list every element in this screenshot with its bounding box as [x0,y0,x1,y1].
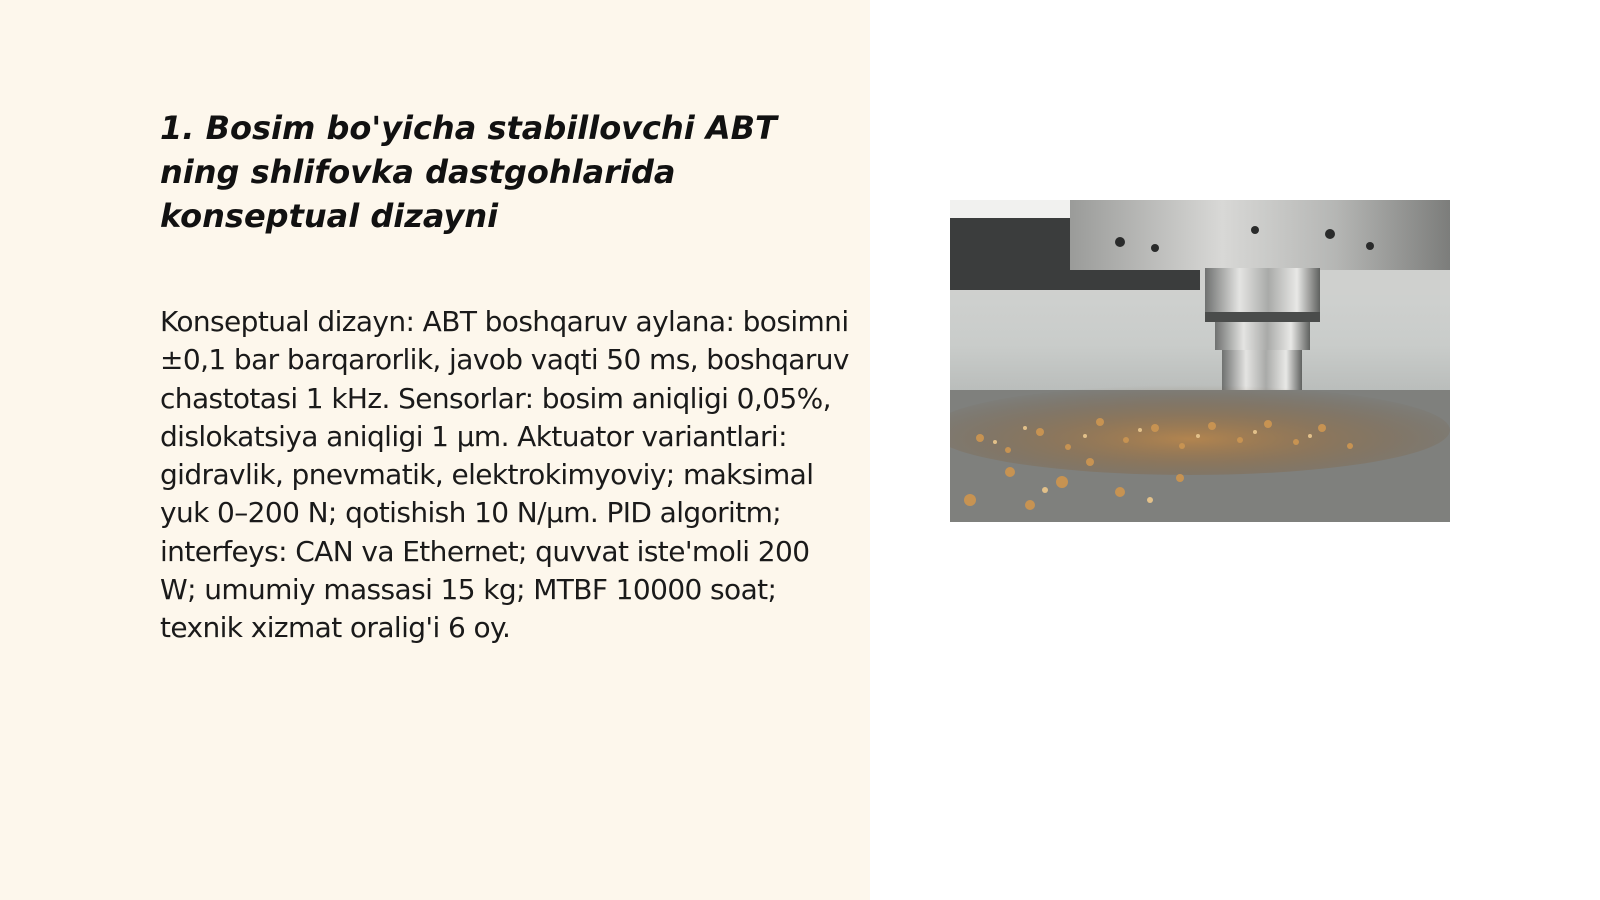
milling-machine-photo [950,200,1450,522]
slide-title: 1. Bosim bo'yicha stabillovchi ABT ning shlifovka dastgohlarida konseptual dizayni [160,109,777,235]
slide-body-text: Konseptual dizayn: ABT boshqaruv aylana: bosimni ±0,1 bar barqarorlik, javob vaqti 50 ms, boshqaruv chastotasi 1 kHz. Sensorlar: bosim aniqligi 0,05%, dislokatsiya aniqligi 1 µm. Aktuator variantlari: gidravlik, pnevmatik, elektrokimyoviy; maksimal yuk 0–200 N; qotishish 10 N/µm. PID algoritm; interfeys: CAN va Ethernet; quvvat iste'moli 200 W; umumiy massasi 15 kg; MTBF 10000 soat; texnik xizmat oralig'i 6 oy. [160,305,849,645]
